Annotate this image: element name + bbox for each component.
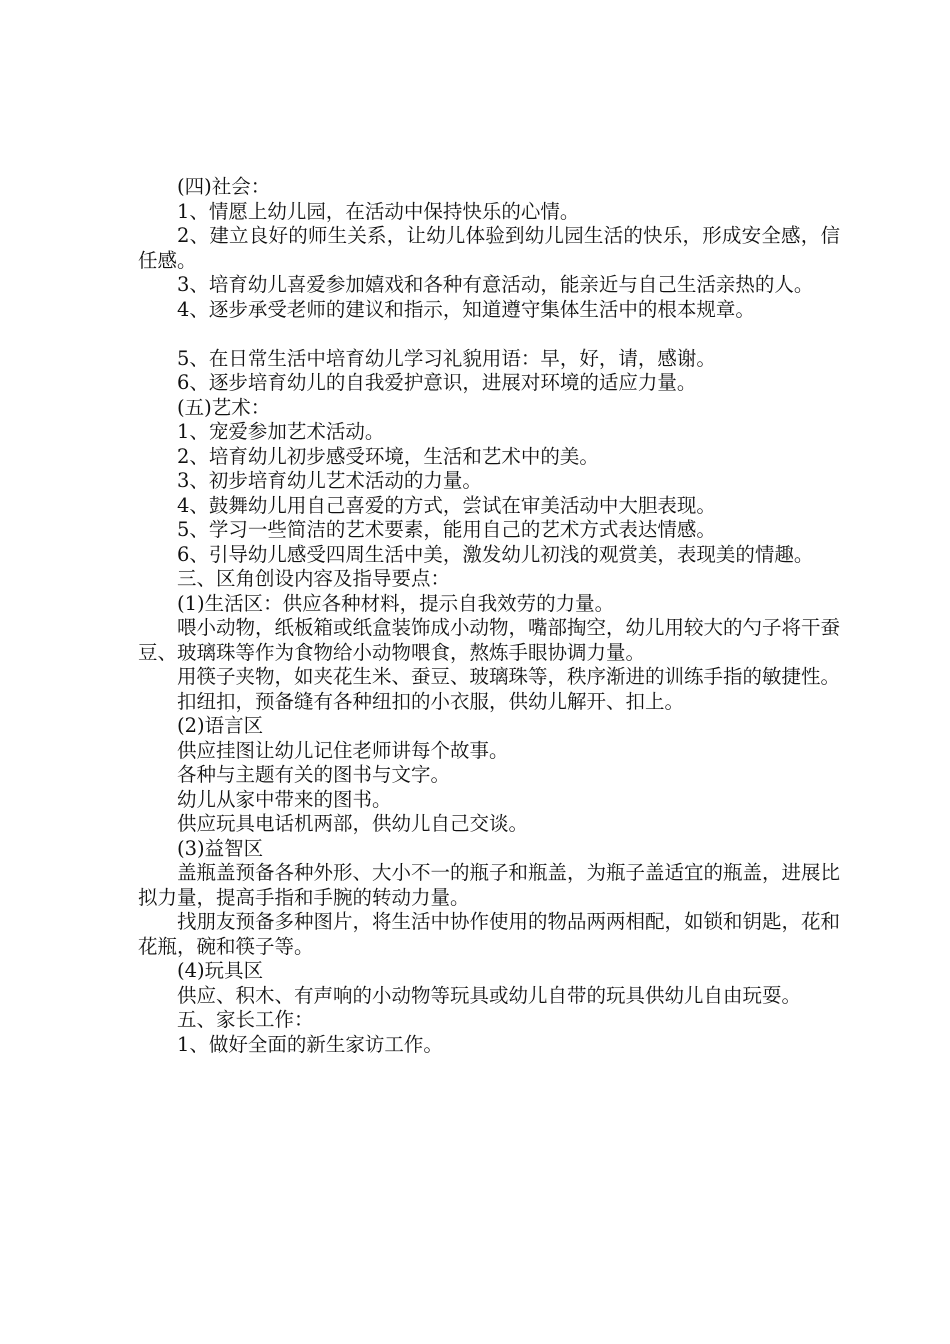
paragraph: 1、做好全面的新生家访工作。 — [177, 1032, 443, 1056]
section-heading-corners: 三、区角创设内容及指导要点： — [177, 567, 451, 590]
paragraph: 供应、积木、有声响的小动物等玩具或幼儿自带的玩具供幼儿自由玩耍。 — [177, 983, 802, 1007]
section-heading-social: (四)社会： — [177, 175, 271, 198]
paragraph: 用筷子夹物，如夹花生米、蚕豆、玻璃珠等，秩序渐进的训练手指的敏捷性。 — [177, 665, 841, 688]
blank-line — [138, 322, 840, 347]
paragraph: 6、引导幼儿感受四周生活中美，激发幼儿初浅的观赏美，表现美的情趣。 — [177, 542, 814, 566]
paragraph: 2、培育幼儿初步感受环境，生活和艺术中的美。 — [177, 444, 599, 468]
document-body — [138, 175, 840, 1057]
paragraph: 盖瓶盖预备各种外形、大小不一的瓶子和瓶盖，为瓶子盖适宜的瓶盖，进展比拟力量，提高手指和手腕的转动力量。 — [138, 861, 841, 909]
paragraph: 1、情愿上幼儿园，在活动中保持快乐的心情。 — [177, 199, 580, 223]
paragraph: 1、宠爱参加艺术活动。 — [177, 420, 385, 443]
paragraph: 供应挂图让幼儿记住老师讲每个故事。 — [177, 738, 509, 762]
paragraph: 3、初步培育幼儿艺术活动的力量。 — [177, 469, 482, 492]
paragraph: 2、建立良好的师生关系，让幼儿体验到幼儿园生活的快乐，形成安全感，信任感。 — [138, 224, 840, 272]
paragraph: 5、在日常生活中培育幼儿学习礼貌用语：早，好，请，感谢。 — [177, 346, 716, 370]
paragraph: 喂小动物，纸板箱或纸盒装饰成小动物，嘴部掏空，幼儿用较大的勺子将干蚕豆、玻璃珠等作为食物给小动物喂食，熬炼手眼协调力量。 — [138, 616, 841, 664]
subsection-heading-puzzle: (3)益智区 — [177, 836, 264, 860]
subsection-heading-life: (1)生活区：供应各种材料，提示自我效劳的力量。 — [177, 591, 615, 615]
paragraph: 6、逐步培育幼儿的自我爱护意识，进展对环境的适应力量。 — [177, 371, 697, 394]
paragraph: 找朋友预备多种图片，将生活中协作使用的物品两两相配，如锁和钥匙，花和花瓶，碗和筷子等。 — [138, 910, 841, 958]
subsection-heading-language: (2)语言区 — [177, 714, 264, 737]
section-heading-art: (五)艺术： — [177, 395, 271, 419]
paragraph: 5、学习一些简洁的艺术要素，能用自己的艺术方式表达情感。 — [177, 518, 716, 541]
paragraph: 4、逐步承受老师的建议和指示，知道遵守集体生活中的根本规章。 — [177, 297, 755, 321]
paragraph: 各种与主题有关的图书与文字。 — [177, 763, 451, 786]
paragraph: 幼儿从家中带来的图书。 — [177, 787, 392, 811]
paragraph: 3、培育幼儿喜爱参加嬉戏和各种有意活动，能亲近与自己生活亲热的人。 — [177, 273, 814, 296]
section-heading-parents: 五、家长工作： — [177, 1008, 314, 1031]
paragraph: 4、鼓舞幼儿用自己喜爱的方式，尝试在审美活动中大胆表现。 — [177, 493, 716, 517]
subsection-heading-toys: (4)玩具区 — [177, 959, 264, 982]
paragraph: 供应玩具电话机两部，供幼儿自己交谈。 — [177, 812, 529, 835]
paragraph: 扣纽扣，预备缝有各种纽扣的小衣服，供幼儿解开、扣上。 — [177, 689, 685, 713]
